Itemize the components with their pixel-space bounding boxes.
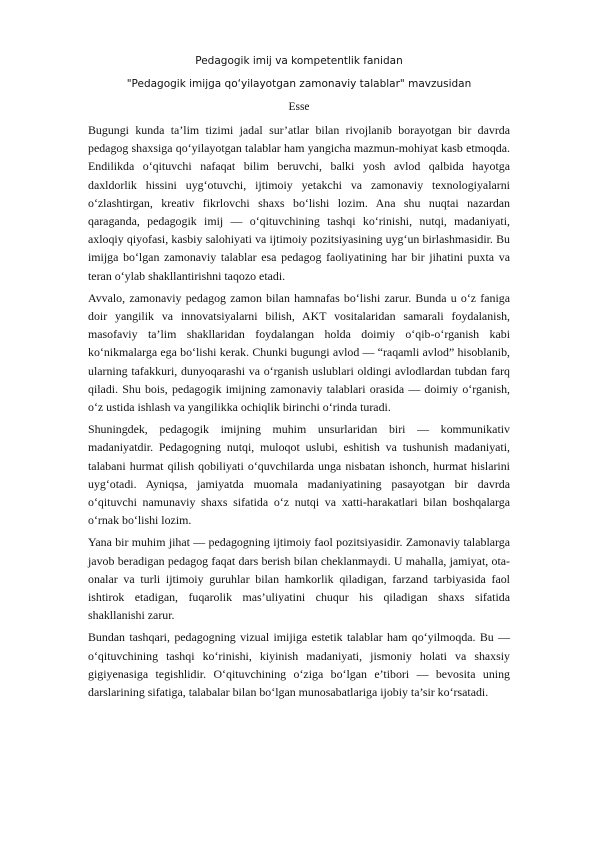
document-genre: Esse xyxy=(288,101,310,113)
paragraph-1: Bugungi kunda ta’lim tizimi jadal sur’atlar bilan rivojlanib borayotgan bir davrda pedagog shaxsiga qo‘yilayotgan talablar ham yangicha mazmun-mohiyat kasb etmoqda. Endilikda o‘qituvchi nafaqat bilim beruvchi, balki yosh avlod qalbida hayotga daxldorlik hissini uyg‘otuvchi, ijtimoiy yetakchi va zamonaviy texnologiyalarni o‘zlashtirgan, kreativ fikrlovchi shaxs bo‘lishi lozim. Ana shu nuqtai nazardan qaraganda, pedagogik imij — o‘qituvchining tashqi ko‘rinishi, nutqi, madaniyati, axloqiy qiyofasi, kasbiy salohiyati va ijtimoiy pozitsiyasining uyg‘un birlashmasidir. Bu imijga bo‘lgan zamonaviy talablar esa pedagog faoliyatining har bir jihatini puxta va teran o‘ylab shakllantirishni taqozo etadi. xyxy=(88,123,510,283)
document-title: Pedagogik imij va kompetentlik fanidan xyxy=(195,55,403,67)
document-topic: "Pedagogik imijga qo‘yilayotgan zamonaviy talablar" mavzusidan xyxy=(126,78,472,90)
paragraph-3: Shuningdek, pedagogik imijning muhim unsurlaridan biri — kommunikativ madaniyatdir. Pedagogning nutqi, muloqot uslubi, eshitish va tushunish madaniyati, talabani hurmat qilish qobiliyati o‘quvchilarda unga nisbatan ishonch, hurmat hislarini uyg‘otadi. Ayniqsa, jamiyatda muomala madaniyatining pasayotgan bir davrda o‘qituvchi namunaviy shaxs sifatida o‘z nutqi va xatti-harakatlari bilan boshqalarga o‘rnak bo‘lishi lozim. xyxy=(88,422,510,528)
paragraph-2: Avvalo, zamonaviy pedagog zamon bilan hamnafas bo‘lishi zarur. Bunda u o‘z faniga doir yangilik va innovatsiyalarni bilish, AKT vositalaridan samarali foydalanish, masofaviy ta’lim shakllaridan foydalangan holda doimiy o‘qib-o‘rganish kabi ko‘nikmalarga ega bo‘lishi kerak. Chunki bugungi avlod — “raqamli avlod” hisoblanib, ularning tafakkuri, dunyoqarashi va o‘rganish uslublari oldingi avlodlardan tubdan farq qiladi. Shu bois, pedagogik imijning zamonaviy talablari orasida — doimiy o‘rganish, o‘z ustida ishlash va yangilikka ochiqlik birinchi o‘rinda turadi. xyxy=(88,290,510,415)
paragraph-4: Yana bir muhim jihat — pedagogning ijtimoiy faol pozitsiyasidir. Zamonaviy talablarga javob beradigan pedagog faqat dars berish bilan cheklanmaydi. U mahalla, jamiyat, ota-onalar va turli ijtimoiy guruhlar bilan hamkorlik qiladigan, farzand tarbiyasida faol ishtirok etadigan, fuqarolik mas’uliyatini chuqur his qiladigan shaxs sifatida shakllanishi zarur. xyxy=(88,535,510,623)
document-page xyxy=(88,54,510,705)
paragraph-5: Bundan tashqari, pedagogning vizual imijiga estetik talablar ham qo‘yilmoqda. Bu — o‘qituvchining tashqi ko‘rinishi, kiyinish madaniyati, jismoniy holati va shaxsiy gigiyenasiga tegishlidir. O‘qituvchining o‘ziga bo‘lgan e’tibori — bevosita uning darslarining sifatiga, talabalar bilan bo‘lgan munosabatlariga ijobiy ta’sir ko‘rsatadi. xyxy=(88,630,510,700)
